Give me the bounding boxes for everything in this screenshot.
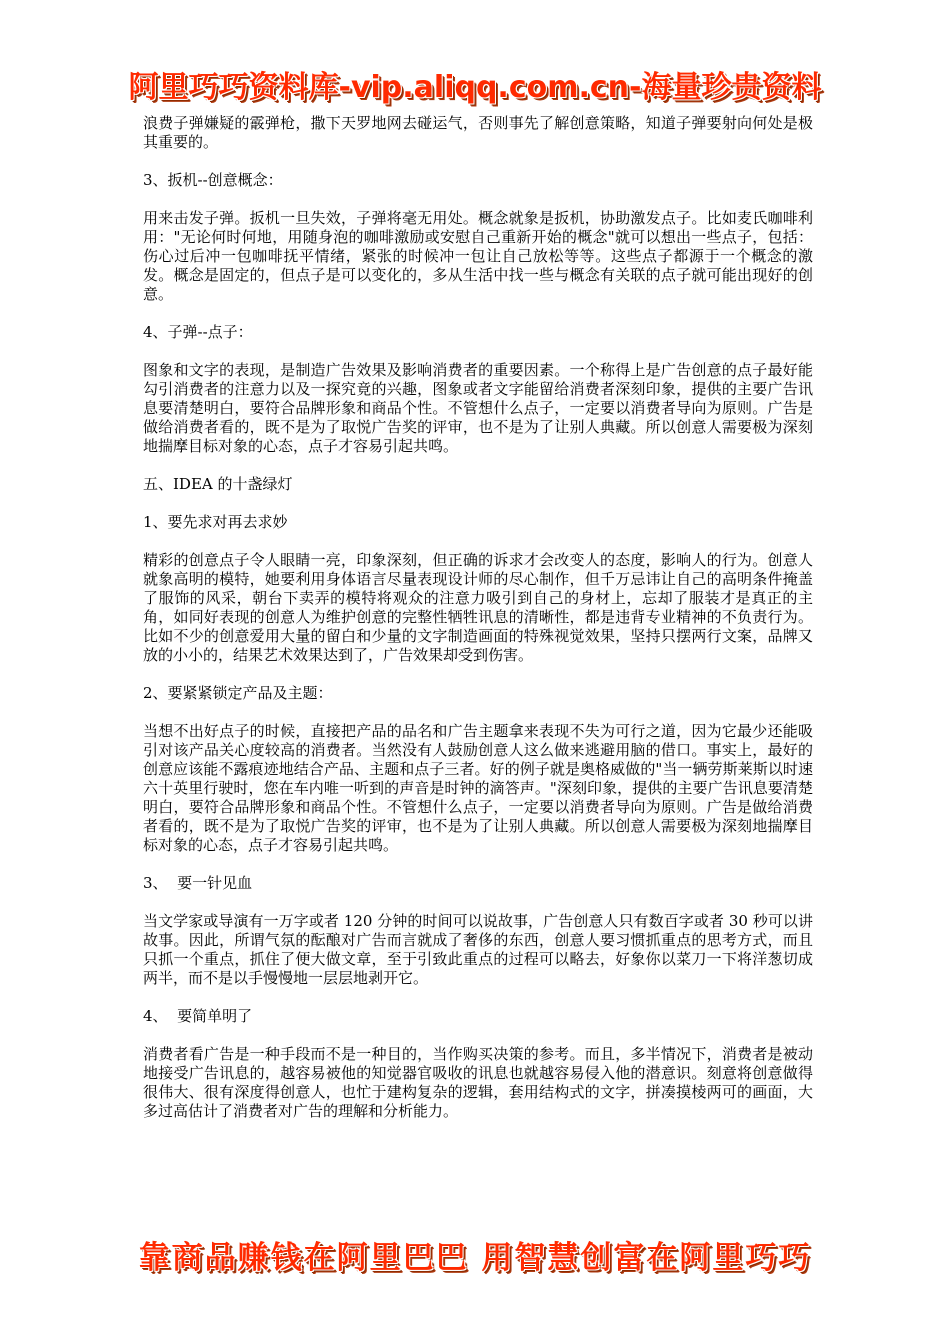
paragraph: 用来击发子弹。扳机一旦失效，子弹将毫无用处。概念就象是扳机，协助激发点子。比如麦氏咖啡利用："无论何时何地，用随身泡的咖啡激励或安慰自己重新开始的概念"就可以想出一些点子，包括：伤心过后冲一包咖啡抚平情绪，紧张的时候冲一包让自己放松等等。这些点子都源于一个概念的激发。概念是固定的，但点子是可以变化的，多从生活中找一些与概念有关联的点子就可能出现好的创意。 [143,209,813,303]
section-heading: 2、要紧紧锁定产品及主题： [143,684,333,702]
header-banner: 阿里巧巧资料库-vip.aliqq.com.cn-海量珍贵资料 [128,70,822,105]
section-heading: 1、要先求对再去求妙 [143,513,288,531]
paragraph: 当文学家或导演有一万字或者 120 分钟的时间可以说故事，广告创意人只有数百字或者 30 秒可以讲故事。因此，所谓气氛的酝酿对广告而言就成了奢侈的东西，创意人要习惯抓重点的思考方式，而且只抓一个重点，抓住了便大做文章，至于引致此重点的过程可以略去，好象你以菜刀一下将洋葱切成两半，而不是以手慢慢地一层层地剥开它。 [143,912,813,987]
paragraph: 浪费子弹嫌疑的霰弹枪，撒下天罗地网去碰运气，否则事先了解创意策略，知道子弹要射向何处是极其重要的。 [143,114,813,151]
section-heading: 4、 要简单明了 [143,1007,253,1025]
section-heading: 3、 要一针见血 [143,874,253,892]
footer-banner: 靠商品赚钱在阿里巴巴 用智慧创富在阿里巧巧 [138,1240,812,1276]
paragraph: 精彩的创意点子令人眼睛一亮，印象深刻，但正确的诉求才会改变人的态度，影响人的行为。创意人就象高明的模特，她要利用身体语言尽量表现设计师的尽心制作，但千万忌讳让自己的高明条件掩盖了服饰的风采，朝台下卖弄的模特将观众的注意力吸引到自己的身材上，忘却了服装才是真正的主角，如同好表现的创意人为维护创意的完整性牺牲讯息的清晰性，都是违背专业精神的不负责行为。比如不少的创意爱用大量的留白和少量的文字制造画面的特殊视觉效果，坚持只摆两行文案，品牌又放的小小的，结果艺术效果达到了，广告效果却受到伤害。 [143,551,813,664]
paragraph: 当想不出好点子的时候，直接把产品的品名和广告主题拿来表现不失为可行之道，因为它最少还能吸引对该产品关心度较高的消费者。当然没有人鼓励创意人这么做来逃避用脑的借口。事实上，最好的创意应该能不露痕迹地结合产品、主题和点子三者。好的例子就是奥格威做的"当一辆劳斯莱斯以时速六十英里行驶时，您在车内唯一听到的声音是时钟的滴答声。"深刻印象，提供的主要广告讯息要清楚明白，要符合品牌形象和商品个性。不管想什么点子，一定要以消费者导向为原则。广告是做给消费者看的，既不是为了取悦广告奖的评审，也不是为了让别人典藏。所以创意人需要极为深刻地揣摩目标对象的心态，点子才容易引起共鸣。 [143,722,813,854]
paragraph: 图象和文字的表现，是制造广告效果及影响消费者的重要因素。一个称得上是广告创意的点子最好能勾引消费者的注意力以及一探究竟的兴趣，图象或者文字能留给消费者深刻印象，提供的主要广告讯息要清楚明白，要符合品牌形象和商品个性。不管想什么点子，一定要以消费者导向为原则。广告是做给消费者看的，既不是为了取悦广告奖的评审，也不是为了让别人典藏。所以创意人需要极为深刻地揣摩目标对象的心态，点子才容易引起共鸣。 [143,361,813,455]
section-heading: 4、子弹--点子： [143,323,253,341]
section-heading: 3、扳机--创意概念： [143,171,283,189]
chapter-heading: 五、IDEA 的十盏绿灯 [143,475,293,493]
paragraph: 消费者看广告是一种手段而不是一种目的，当作购买决策的参考。而且，多半情况下，消费者是被动地接受广告讯息的，越容易被他的知觉器官吸收的讯息也就越容易侵入他的潜意识。刻意将创意做得很伟大、很有深度得创意人，也忙于建构复杂的逻辑，套用结构式的文字，拼凑摸棱两可的画面，大多过高估计了消费者对广告的理解和分析能力。 [143,1045,813,1120]
document-body [143,114,813,1140]
